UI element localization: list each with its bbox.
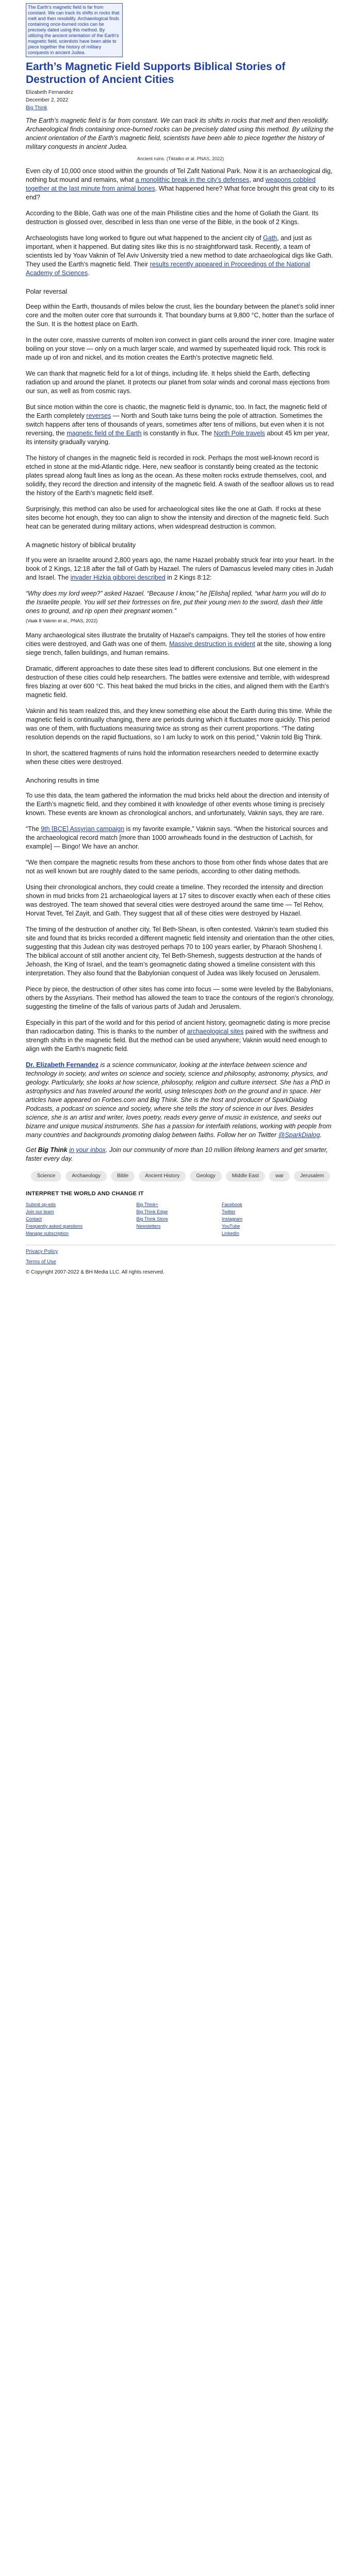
- paragraph-text: Many archaeological sites illustrate the brutality of Hazael’s campaigns. They tell the stories of how entire cities were destroyed, and Gath was one of them.: [26, 632, 326, 648]
- paragraph-text: In the outer core, massive currents of molten iron convect in giant cells around the inner core. Imagine water boiling on your stove — only on a much larger scale, and warmed by superheated liquid rock. This rock is made up of iron and nickel, and its motion creates the Earth’s protective magnetic field.: [26, 336, 335, 361]
- body-paragraph: [26, 556, 335, 582]
- body-paragraph: [26, 505, 335, 531]
- article-figure: [26, 156, 335, 162]
- author-bio-end: .: [320, 1131, 322, 1139]
- paragraph-text: , and just as important, when it happened. But dating sites like this is no straightforward task. Recently, a team of scientists led by Yoav Vaknin of Tel Aviv University tried a new method to date archaeological digs like Gath. They used the Earth’s magnetic field. Their: [26, 234, 333, 268]
- author-twitter-link[interactable]: @SparkDialog: [278, 1131, 320, 1139]
- cta-post: . Join our community of more than 10 million lifelong learners and get smarter, faster every day.: [26, 1146, 328, 1162]
- body2-subhead: Anchoring results in time: [26, 776, 100, 784]
- paragraph-text: We can thank that magnetic field for a lot of things, including life. It helps shield the Earth, deflecting radiation up and around the planet. It protects our planet from solar winds and coronal mass ejections from our sun, as well as from cosmic rays.: [26, 370, 330, 395]
- source-link[interactable]: Big Think: [26, 105, 47, 111]
- footer-link-instagram[interactable]: Instagram: [221, 1216, 242, 1222]
- inline-link[interactable]: magnetic field of the Earth: [67, 430, 142, 437]
- paragraph-text: “The: [26, 825, 41, 833]
- body2-paragraph: [26, 707, 335, 742]
- body-paragraph: [26, 167, 335, 202]
- inline-link[interactable]: reverses: [86, 412, 111, 419]
- tag-list: [26, 1170, 335, 1183]
- body2-paragraph: [26, 631, 335, 657]
- body-paragraph: [26, 369, 335, 396]
- paragraph-text: at the site, showing a long siege trench, fallen buildings, and human remains.: [26, 640, 332, 656]
- paragraph-text: is constantly in flux. The: [141, 430, 214, 437]
- inline-link[interactable]: archaeological sites: [187, 1028, 244, 1035]
- body2-paragraph: [26, 883, 335, 918]
- body2-paragraph: [26, 985, 335, 1011]
- body2-paragraph: [26, 665, 335, 700]
- top-excerpt: The Earth’s magnetic field is far from constant. We can track its shifts in rocks that melt and then resolidify. Archaeological finds containing once-burned rocks can be precisely dated using this method. By utilizing the ancient orientation of the Earth’s magnetic field, scientists have been able to piece together the history of military conquests in ancient Judea.: [26, 3, 123, 57]
- body2-paragraph: [26, 825, 335, 851]
- paragraph-text: Piece by piece, the destruction of other sites has come into focus — some were leveled by the Babylonians, others by the Assyrians. Their method has allowed the team to trace the contours of the region’s chronology, suggesting the timeline of the falls of various parts of Judah and Jerusalem.: [26, 986, 334, 1010]
- footer-column-2: [136, 1201, 168, 1238]
- paragraph-text: about 45 km per year, its intensity gradually varying.: [26, 430, 330, 446]
- author-bio-text: is a science communicator, looking at the interface between science and technology in society, and writes on science and society, science and philosophy, astronomy, physics, and geology. Particularly, she looks at how science, philosophy, religion and culture intersect. She has a PhD in astrophysics and has traveled around the world, using telescopes both on the ground and in space. Her articles have appeared on Forbes.com and Big Think. She is the host and producer of SparkDialog Podcasts, a podcast on science and society, where she tells the story of science in our lives. Besides science, she is an artist and writer, loves poetry, reads every genre of music in existence, and seeks out bizarre and unique musical instruments. She has a passion for interfaith relations, working with people from many countries and backgrounds promoting dialog between faiths. Follow her on Twitter: [26, 1061, 332, 1139]
- body-subhead: A magnetic history of biblical brutality: [26, 541, 136, 549]
- tag-bible[interactable]: Bible: [111, 1171, 135, 1181]
- inline-link[interactable]: Gath: [263, 234, 277, 242]
- tag-science[interactable]: Science: [31, 1171, 62, 1181]
- footer-link-frequently-asked-questions[interactable]: Frequently asked questions: [26, 1224, 83, 1229]
- paragraph-text: “We then compare the magnetic results from these anchors to those from other finds whose dates that are not as well known but are roughly dated to the same periods, according to other dating methods.: [26, 859, 329, 875]
- footer-link-facebook[interactable]: Facebook: [221, 1202, 242, 1207]
- newsletter-cta: [26, 1146, 335, 1163]
- footer-link-manage-subscription[interactable]: Manage subscription: [26, 1231, 69, 1236]
- article-dek: The Earth’s magnetic field is far from constant. We can track its shifts in rocks that melt and then resolidify. Archaeological finds containing once-burned rocks can be precisely dated using this method. By utilizing the ancient orientation of the Earth’s magnetic field, scientists have been able to piece together the history of military conquests in ancient Judea.: [26, 117, 334, 150]
- author-bio-name[interactable]: Dr. Elizabeth Fernandez: [26, 1061, 99, 1069]
- tag-jerusalem[interactable]: Jerusalem: [294, 1171, 330, 1181]
- body2-paragraph: [26, 1019, 335, 1054]
- privacy-policy-link[interactable]: Privacy Policy: [26, 1249, 58, 1255]
- body2-paragraph: [26, 925, 335, 978]
- tag-middle-east[interactable]: Middle East: [226, 1171, 265, 1181]
- footer-link-newsletters[interactable]: Newsletters: [136, 1224, 161, 1229]
- paragraph-text: The timing of the destruction of another city, Tel Beth-Shean, is often contested. Vaknin’s team studied this site and found that its bricks recorded a different magnetic field intensity and orientation than the other cities, suggesting that this Judean city was destroyed perhaps 70 to 100 years earlier, by Pharaoh Shoshenq I. The biblical account of still another ancient city, Tel Beth-Shemesh, suggests destruction at the hands of Jehoash, the King of Israel, and the team’s geomagnetic dating showed a timeline consistent with this interpretation. They also found that the Babylonian conquest of Judea was likely focused on Jerusalem.: [26, 926, 335, 977]
- body-paragraph: [26, 336, 335, 362]
- paragraph-text: According to the Bible, Gath was one of the main Philistine cities and the home of Goliath the Giant. Its destruction is glossed over, described in less than one verse of the Bible, in the book of 2 Kings.: [26, 210, 319, 226]
- publish-date: December 2, 2022: [26, 97, 69, 103]
- body-paragraph: [26, 302, 335, 329]
- cta-inbox-link[interactable]: in your inbox: [69, 1146, 106, 1154]
- paragraph-text: Surprisingly, this method can also be used for archaeological sites like the one at Gath. If rocks at these sites become hot enough, they too can align to show the intensity and direction of the magnetic field. Such heat can be generated during military actions, when widespread destruction is common.: [26, 505, 329, 530]
- terms-of-use-link[interactable]: Terms of Use: [26, 1259, 56, 1265]
- paragraph-text: Dramatic, different approaches to date these sites lead to different conclusions. But one element in the destruction of these cities could help researchers. The battles were extensive and terrible, with widespread fires blazing at over 600 °C. This heat baked the mud bricks in the cities, and aligned them with the Earth’s magnetic field.: [26, 665, 330, 699]
- paragraph-text: To use this data, the team gathered the information the mud bricks held about the direction and intensity of the Earth’s magnetic field, and they combined it with knowledge of other events whose timing is precisely known. These events are known as chronological anchors, and unfortunately, Vaknin says, they are rare.: [26, 792, 329, 817]
- body-paragraph: [26, 403, 335, 447]
- footer-link-submit-op-eds[interactable]: Submit op-eds: [26, 1202, 56, 1207]
- article-title: Earth’s Magnetic Field Supports Biblical Stories of Destruction of Ancient Cities: [26, 61, 286, 86]
- tag-archaeology[interactable]: Archaeology: [65, 1171, 107, 1181]
- article-body-continued: [26, 631, 335, 1054]
- paragraph-text: Deep within the Earth, thousands of miles below the crust, lies the boundary between the planet’s solid inner core and the molten outer core that surrounds it. That boundary burns at 9,800 °C, hotter than the surface of the Sun. It is the hottest place on Earth.: [26, 303, 335, 328]
- footer-link-twitter[interactable]: Twitter: [221, 1209, 236, 1214]
- copyright-notice: © Copyright 2007-2022 & BH Media LLC. All rights reserved.: [26, 1269, 165, 1275]
- paragraph-text: paired with the swiftness and strength shifts in the magnetic field. But the method can be used anywhere; Vaknin would need enough to align with the Earth’s magnetic field.: [26, 1028, 329, 1053]
- figure-caption: Ancient ruins. (Tiktatko et al. PNAS, 2022): [137, 156, 224, 161]
- footer-link-linkedin[interactable]: LinkedIn: [221, 1231, 239, 1236]
- paragraph-text: Especially in this part of the world and for this period of ancient history, geomagnetic dating is more precise than radiocarbon dating. This is thanks to the number of: [26, 1019, 331, 1035]
- footer-link-join-our-team[interactable]: Join our team: [26, 1209, 54, 1214]
- body2-paragraph: [26, 858, 335, 876]
- body-paragraph: [26, 234, 335, 278]
- paragraph-text: In short, the scattered fragments of ruins hold the information researchers needed to determine exactly when these cities were destroyed.: [26, 750, 319, 766]
- author-name: Elizabeth Fernandez: [26, 90, 73, 95]
- footer-column-1: [26, 1201, 83, 1238]
- paragraph-text: The history of changes in the magnetic field is recorded in rock. Perhaps the most well-known record is etched in stone at the mid-Atlantic ridge. Here, new seafloor is constantly being created as the tectonic plates spread along fault lines as long as the ocean. As these molten rocks extrude themselves, cool, and solidify, they record the direction and intensity of the magnetic field. A swath of the seafloor allows us to read the history of the Earth’s magnetic field itself.: [26, 454, 334, 497]
- cta-pre: Get: [26, 1146, 38, 1154]
- author-bio: [26, 1061, 335, 1140]
- paragraph-text: Archaeologists have long worked to figure out what happened to the ancient city of: [26, 234, 264, 242]
- paragraph-text: Using their chronological anchors, they could create a timeline. They recorded the intensity and direction shown in mud bricks from 21 archaeological layers at 17 sites to discover exactly when each of these cities was destroyed. The team showed that several cities were destroyed around the same time — Tel Rehov, Horvat Tevet, Tel Zayit, and Gath. They suggest that all of these cities were destroyed by Hazael.: [26, 884, 331, 917]
- quote-citation: (Vaak 8 Vaknin et al., PNAS, 2022): [26, 618, 98, 623]
- paragraph-text: is my favorite example,” Vaknin says. “When the historical sources and the archaeological record match [more than 1000 arrowheads found in the destruction of Lachish, for example] — Bingo! We have an anchor.: [26, 825, 328, 850]
- inline-link[interactable]: weapons cobbled together at the last minute from animal bones: [26, 176, 316, 192]
- footer-link-big-think-store[interactable]: Big Think Store: [136, 1216, 168, 1222]
- footer-link-youtube[interactable]: YouTube: [221, 1224, 240, 1229]
- footer-link-contact[interactable]: Contact: [26, 1216, 42, 1222]
- inline-link[interactable]: invader Hizkia gibborei described: [70, 574, 166, 581]
- paragraph-text: , and: [249, 176, 266, 183]
- paragraph-text: .: [88, 269, 90, 277]
- inline-link[interactable]: North Pole travels: [214, 430, 265, 437]
- paragraph-text: Even city of 10,000 once stood within the grounds of Tel Zafit National Park. Now it is an archaeological dig, nothing but mound and remains, what: [26, 167, 333, 183]
- article-body: [26, 167, 335, 582]
- footer-heading: INTERPRET THE WORLD AND CHANGE IT: [26, 1191, 144, 1197]
- footer-link-big-think-edge[interactable]: Big Think Edge: [136, 1209, 168, 1214]
- paragraph-text: Vaknin and his team realized this, and they knew something else about the Earth during this time. While the magnetic field is continually changing, there are periods during which it fluctuates more quickly. This period was one of them, with fluctuations measuring twice as strong as their current proportions. “The dating resolution depends on the rapid fluctuations, so I am lucky to work on this period,” Vaknin told Big Think.: [26, 707, 332, 741]
- inline-link[interactable]: results recently appeared in Proceedings of the National Academy of Sciences: [26, 261, 310, 277]
- inline-link[interactable]: 9th [BCE] Assyrian campaign: [41, 825, 125, 833]
- body2-paragraph: [26, 749, 335, 767]
- footer-column-3: [222, 1201, 242, 1238]
- bible-quote: “Why does my lord weep?” asked Hazael. “Because I know,” he [Elisha] replied, “what harm you will do to the Israelite people. You will set their fortresses on fire, put their young men to the sword, dash their little ones to ground, and rip open their pregnant women.”: [26, 590, 326, 615]
- inline-link[interactable]: Massive destruction is evident: [169, 640, 255, 648]
- footer-link-big-think-[interactable]: Big Think+: [136, 1202, 158, 1207]
- site-footer: [26, 1190, 335, 1238]
- paragraph-text: But since motion within the core is chaotic, the magnetic field is dynamic, too. In fact, the magnetic field of the Earth completely: [26, 403, 327, 419]
- tag-geology[interactable]: Geology: [190, 1171, 221, 1181]
- paragraph-text: . What happened here? What force brought this great city to its end?: [26, 185, 335, 201]
- body2-paragraph: [26, 791, 335, 818]
- body-subhead: Polar reversal: [26, 287, 68, 295]
- body-paragraph: [26, 454, 335, 498]
- paragraph-text: If you were an Israelite around 2,800 years ago, the name Hazael probably struck fear into your heart. In the book of 2 Kings, 12:18 after the fall of Gath by Hazael. The rulers of Damascus leveled many cities in Judah and Israel. The: [26, 556, 334, 581]
- cta-brand: Big Think: [38, 1146, 68, 1154]
- tag-ancient-history[interactable]: Ancient History: [139, 1171, 186, 1181]
- paragraph-text: in 2 Kings 8:12:: [165, 574, 212, 581]
- paragraph-text: — North and South take turns being the pole of attraction. Sometimes the switch happens after tens of thousands of years, sometimes after tens of millions, but even when it is not reversing, the: [26, 412, 324, 437]
- body-paragraph: [26, 209, 335, 227]
- tag-war[interactable]: war: [269, 1171, 290, 1181]
- inline-link[interactable]: a monolithic break in the city’s defenses: [135, 176, 250, 183]
